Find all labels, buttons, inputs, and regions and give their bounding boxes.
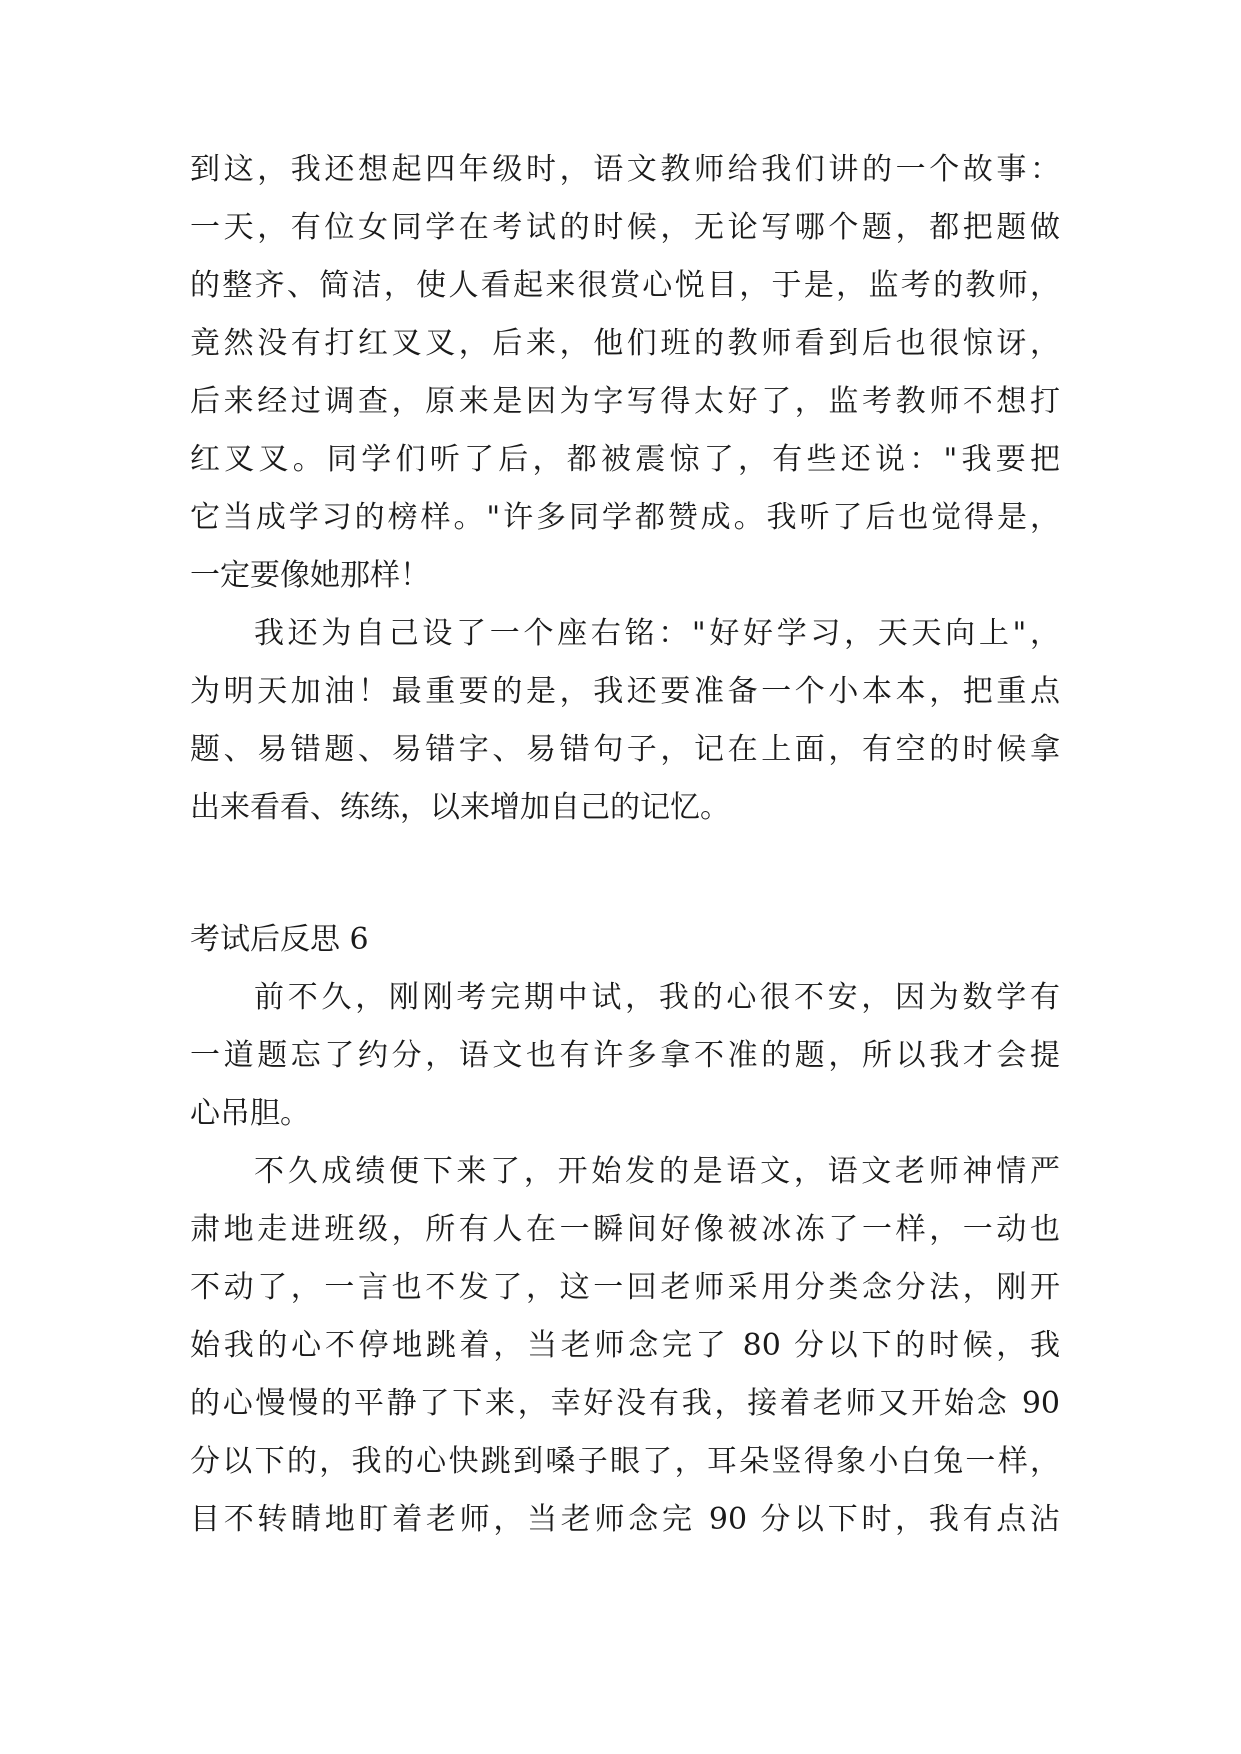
paragraph-4-line: 不动了，一言也不发了，这一回老师采用分类念分法，刚开 xyxy=(190,1270,1060,1305)
paragraph-3-line: 一道题忘了约分，语文也有许多拿不准的题，所以我才会提 xyxy=(190,1038,1060,1073)
paragraph-2-line: 为明天加油！最重要的是，我还要准备一个小本本，把重点 xyxy=(190,674,1060,709)
paragraph-3-line: 前不久，刚刚考完期中试，我的心很不安，因为数学有 xyxy=(254,980,1060,1015)
paragraph-3-line: 心吊胆。 xyxy=(190,1096,310,1131)
paragraph-1-line: 到这，我还想起四年级时，语文教师给我们讲的一个故事： xyxy=(190,152,1060,187)
paragraph-1-line: 一定要像她那样！ xyxy=(190,558,430,593)
paragraph-1-line: 的整齐、简洁，使人看起来很赏心悦目，于是，监考的教师， xyxy=(190,268,1060,303)
paragraph-1-line: 它当成学习的榜样。"许多同学都赞成。我听了后也觉得是， xyxy=(190,500,1060,535)
paragraph-1-line: 后来经过调查，原来是因为字写得太好了，监考教师不想打 xyxy=(190,384,1060,419)
paragraph-4-line: 的心慢慢的平静了下来，幸好没有我，接着老师又开始念 90 xyxy=(190,1386,1060,1421)
paragraph-4-line: 分以下的，我的心快跳到嗓子眼了，耳朵竖得象小白兔一样， xyxy=(190,1444,1060,1479)
paragraph-1-line: 红叉叉。同学们听了后，都被震惊了，有些还说："我要把 xyxy=(190,442,1060,477)
section-heading: 考试后反思 6 xyxy=(190,922,369,957)
paragraph-2-line: 我还为自己设了一个座右铭："好好学习，天天向上"， xyxy=(254,616,1060,651)
paragraph-4-line: 肃地走进班级，所有人在一瞬间好像被冰冻了一样，一动也 xyxy=(190,1212,1060,1247)
paragraph-1-line: 竟然没有打红叉叉，后来，他们班的教师看到后也很惊讶， xyxy=(190,326,1060,361)
paragraph-4-line: 不久成绩便下来了，开始发的是语文，语文老师神情严 xyxy=(254,1154,1060,1189)
paragraph-2-line: 题、易错题、易错字、易错句子，记在上面，有空的时候拿 xyxy=(190,732,1060,767)
paragraph-4-line: 始我的心不停地跳着，当老师念完了 80 分以下的时候，我 xyxy=(190,1328,1060,1363)
paragraph-4-line: 目不转睛地盯着老师，当老师念完 90 分以下时，我有点沾 xyxy=(190,1502,1060,1537)
paragraph-2-line: 出来看看、练练，以来增加自己的记忆。 xyxy=(190,790,730,825)
paragraph-1-line: 一天，有位女同学在考试的时候，无论写哪个题，都把题做 xyxy=(190,210,1060,245)
